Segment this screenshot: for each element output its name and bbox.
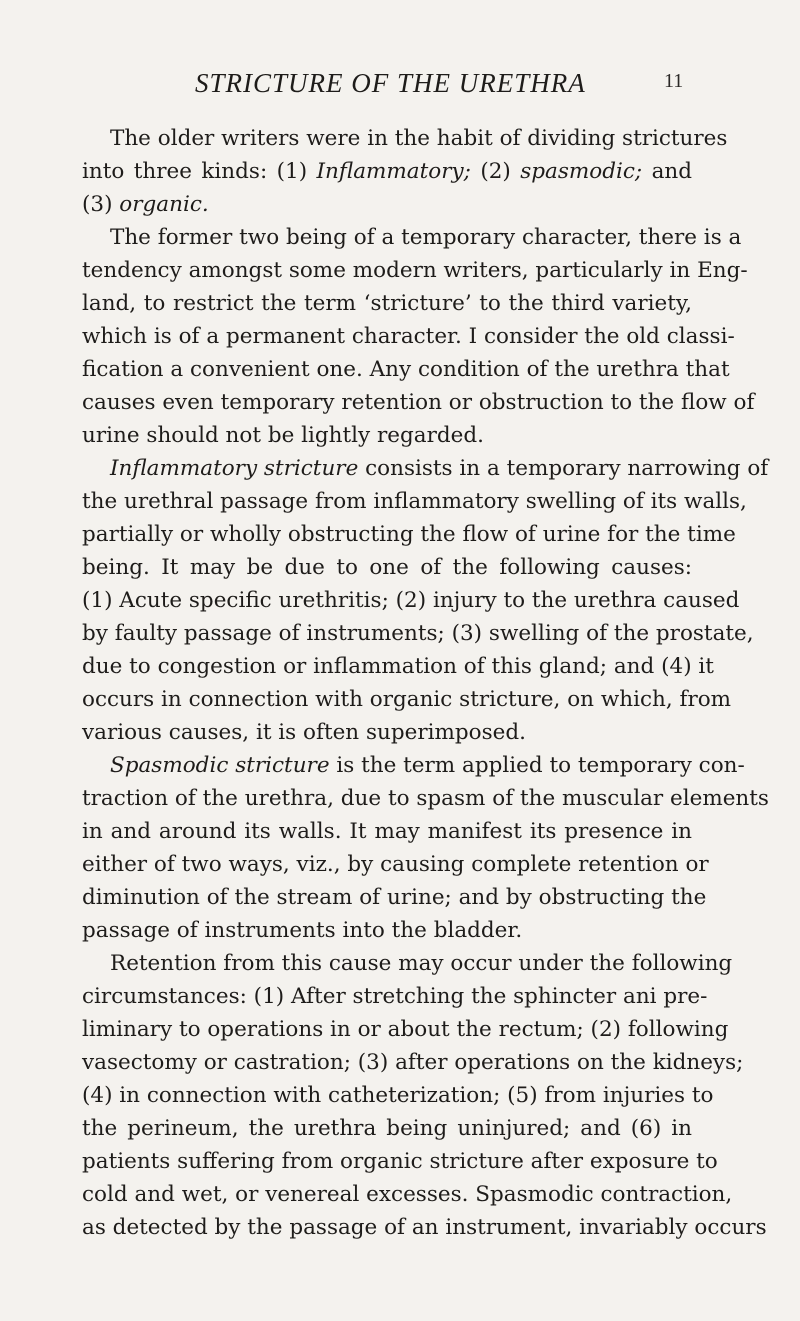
text-line: [82, 287, 692, 320]
text-line: [82, 452, 769, 485]
text-line: [82, 122, 728, 155]
text-segment: the perineum, the urethra being uninjured; and (6) in: [82, 1116, 692, 1141]
text-segment: causes even temporary retention or obstruction to the flow of: [82, 390, 755, 415]
text-line: [82, 1178, 733, 1211]
text-line: [82, 1013, 729, 1046]
text-line: [82, 881, 707, 914]
text-line: [82, 584, 740, 617]
text-line: [82, 980, 708, 1013]
text-line: [82, 650, 714, 683]
text-segment: passage of instruments into the bladder.: [82, 918, 523, 943]
text-segment: (2): [470, 159, 521, 184]
text-segment: The former two being of a temporary character, there is a: [110, 225, 742, 250]
italic-text: Inflammatory;: [316, 159, 471, 184]
text-segment: the urethral passage from inflammatory swelling of its walls,: [82, 489, 747, 514]
text-line: [82, 353, 730, 386]
text-line: [82, 1211, 767, 1244]
text-segment: in and around its walls. It may manifest its presence in: [82, 819, 692, 844]
text-line: [82, 848, 709, 881]
page-number: 11: [664, 70, 684, 92]
text-line: [82, 320, 735, 353]
text-segment: liminary to operations in or about the rectum; (2) following: [82, 1017, 729, 1042]
text-segment: cold and wet, or venereal excesses. Spasmodic contraction,: [82, 1182, 733, 1207]
italic-text: Spasmodic stricture: [110, 753, 330, 778]
italic-text: spasmodic;: [520, 159, 643, 184]
text-segment: patients suffering from organic stricture after exposure to: [82, 1149, 718, 1174]
text-segment: being. It may be due to one of the following causes:: [82, 555, 692, 580]
text-segment: as detected by the passage of an instrument, invariably occurs: [82, 1215, 767, 1240]
body-text: [82, 122, 769, 1244]
text-line: [82, 485, 747, 518]
text-line: [82, 815, 692, 848]
text-line: [82, 1112, 692, 1145]
text-segment: either of two ways, viz., by causing complete retention or: [82, 852, 709, 877]
text-segment: The older writers were in the habit of dividing strictures: [110, 126, 728, 151]
text-segment: (1) Acute specific urethritis; (2) injury to the urethra caused: [82, 588, 740, 613]
text-segment: urine should not be lightly regarded.: [82, 423, 484, 448]
text-segment: partially or wholly obstructing the flow of urine for the time: [82, 522, 736, 547]
text-segment: which is of a permanent character. I consider the old classi-: [82, 324, 735, 349]
text-segment: into three kinds: (1): [82, 159, 317, 184]
text-line: [82, 551, 692, 584]
text-segment: land, to restrict the term ‘stricture’ to the third variety,: [82, 291, 692, 316]
text-line: [82, 716, 692, 749]
text-segment: is the term applied to temporary con-: [329, 753, 745, 778]
text-line: [82, 947, 733, 980]
text-line: [82, 914, 692, 947]
text-segment: and: [642, 159, 692, 184]
running-head: STRICTURE OF THE URETHRA: [195, 68, 586, 98]
text-segment: (3): [82, 192, 120, 217]
text-line: [82, 386, 755, 419]
italic-text: Inflammatory stricture: [110, 456, 359, 481]
text-segment: fication a convenient one. Any condition of the urethra that: [82, 357, 730, 382]
text-line: [82, 188, 692, 221]
text-line: [82, 518, 736, 551]
text-segment: Retention from this cause may occur under the following: [110, 951, 733, 976]
text-line: [82, 419, 692, 452]
text-segment: occurs in connection with organic stricture, on which, from: [82, 687, 732, 712]
text-segment: various causes, it is often superimposed.: [82, 720, 526, 745]
text-segment: consists in a temporary narrowing of: [358, 456, 769, 481]
text-segment: diminution of the stream of urine; and by obstructing the: [82, 885, 707, 910]
text-segment: (4) in connection with catheterization; (5) from injuries to: [82, 1083, 714, 1108]
text-line: [82, 1145, 718, 1178]
text-segment: vasectomy or castration; (3) after operations on the kidneys;: [82, 1050, 744, 1075]
text-line: [82, 155, 692, 188]
text-segment: by faulty passage of instruments; (3) swelling of the prostate,: [82, 621, 754, 646]
text-segment: tendency amongst some modern writers, particularly in Eng-: [82, 258, 748, 283]
text-line: [82, 782, 769, 815]
italic-text: organic.: [119, 192, 209, 217]
text-line: [82, 1046, 744, 1079]
text-line: [82, 1079, 714, 1112]
text-line: [82, 683, 732, 716]
text-line: [82, 749, 745, 782]
text-line: [82, 617, 754, 650]
text-segment: traction of the urethra, due to spasm of the muscular elements: [82, 786, 769, 811]
text-segment: circumstances: (1) After stretching the sphincter ani pre-: [82, 984, 708, 1009]
text-segment: due to congestion or inflammation of this gland; and (4) it: [82, 654, 714, 679]
text-line: [82, 221, 742, 254]
text-line: [82, 254, 748, 287]
